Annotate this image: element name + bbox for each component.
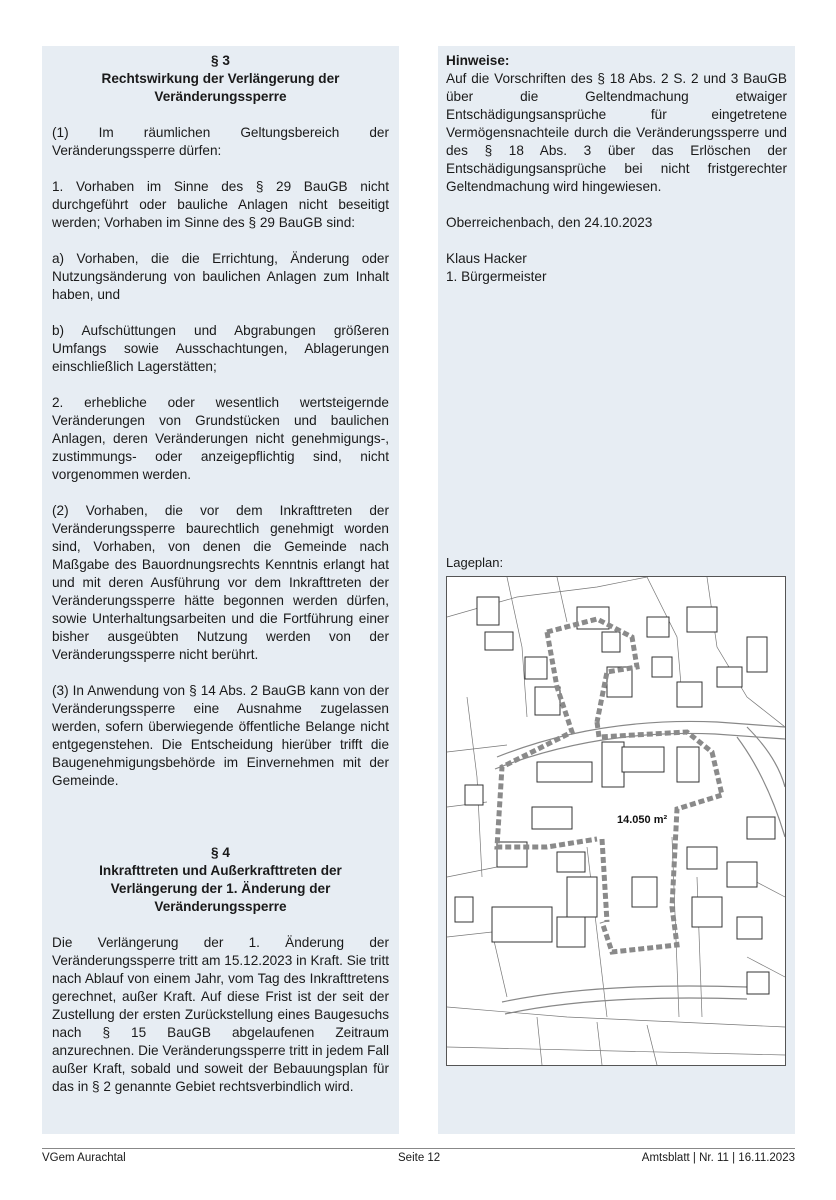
paragraph-2: (2) Vorhaben, die vor dem Inkrafttreten der Veränderungssperre baurechtlich genehmigt worden sind, Vorhaben, von denen die Gemeinde nach Maßgabe des Bauordnungsrechts Kenntnis erlangt hat und mit deren Ausführung vor dem Inkrafttreten der Veränderungssperre hätte begonnen werden dürfen, sowie Unterhaltungsarbeiten und die Fortführung einer bisher ausgeübten Nutzung werden von der Veränderungssperre nicht berührt.	[52, 503, 389, 662]
signer-name: Klaus Hacker	[446, 251, 527, 266]
section-4-title-line-3: Veränderungssperre	[154, 899, 287, 914]
paragraph-1: (1) Im räumlichen Geltungsbereich der Veränderungssperre dürfen:	[52, 125, 389, 158]
place-date: Oberreichenbach, den 24.10.2023	[446, 215, 653, 230]
paragraph-1-item-2: 2. erhebliche oder wesentlich wertsteigernde Veränderungen von Grundstücken und baulichen Anlagen, deren Veränderungen nicht genehmigungs-, zustimmungs- oder anzeigepflichtig sind, nicht vorgenommen werden.	[52, 395, 389, 482]
paragraph-3: (3) In Anwendung von § 14 Abs. 2 BauGB kann von der Veränderungssperre eine Ausnahme zugelassen werden, sofern überwiegende öffentliche Belange nicht entgegenstehen. Die Entscheidung hierüber trifft die Baugenehmigungsbehörde im Einvernehmen mit der Gemeinde.	[52, 683, 389, 788]
signer-title: 1. Bürgermeister	[446, 269, 547, 284]
hinweise-heading: Hinweise:	[446, 53, 510, 68]
buildings	[455, 597, 775, 994]
paragraph-1-item-1: 1. Vorhaben im Sinne des § 29 BauGB nicht durchgeführt oder bauliche Anlagen nicht beseitigt werden; Vorhaben im Sinne des § 29 BauGB sind:	[52, 179, 389, 230]
area-label: 14.050 m²	[617, 814, 668, 826]
paragraph-1-item-b: b) Aufschüttungen und Abgrabungen größeren Umfangs sowie Ausschachtungen, Ablagerungen einschließlich Lagerstätten;	[52, 323, 389, 374]
section-3-title-line-1: Rechtswirkung der Verlängerung der	[101, 71, 340, 86]
page-footer	[42, 1148, 795, 1168]
section-3-number: § 3	[211, 53, 230, 68]
section-4-paragraph: Die Verlängerung der 1. Änderung der Veränderungssperre tritt am 15.12.2023 in Kraft. Sie tritt nach Ablauf von einem Jahr, vom Tag des Inkrafttretens gerechnet, außer Kraft. Auf diese Frist ist der seit der Zustellung der ersten Zurückstellung eines Baugesuchs nach § 15 BauGB abgelaufenen Zeitraum anzurechnen. Die Veränderungssperre tritt in jedem Fall außer Kraft, sobald und soweit der Bebauungsplan für das in § 2 genannte Gebiet rechtsverbindlich wird.	[52, 935, 390, 1094]
site-plan-drawing	[447, 577, 785, 1065]
section-4-title-line-2: Verlängerung der 1. Änderung der	[110, 881, 331, 896]
site-plan-map	[446, 576, 786, 1066]
section-4-number: § 4	[211, 845, 230, 860]
footer-page-number: Seite 12	[398, 1152, 441, 1164]
section-4-title-line-1: Inkrafttreten und Außerkrafttreten der	[99, 863, 342, 878]
footer-issue: Amtsblatt | Nr. 11 | 16.11.2023	[641, 1152, 795, 1164]
left-column	[42, 46, 399, 1134]
hinweise-text: Auf die Vorschriften des § 18 Abs. 2 S. 2 und 3 BauGB über die Geltendmachung etwaiger Entschädigungsansprüche für eingetretene Vermögensnachteile durch die Veränderungssperre und des § 18 Abs. 3 über das Erlöschen der Entschädigungsansprüche bei nicht fristgerechter Geltendmachung wird hingewiesen.	[446, 71, 787, 194]
map-label: Lageplan:	[446, 555, 504, 570]
paragraph-1-item-a: a) Vorhaben, die die Errichtung, Änderung oder Nutzungsänderung von baulichen Anlagen zum Inhalt haben, und	[52, 251, 389, 302]
footer-publisher: VGem Aurachtal	[42, 1152, 126, 1164]
section-3-title-line-2: Veränderungssperre	[154, 89, 287, 104]
